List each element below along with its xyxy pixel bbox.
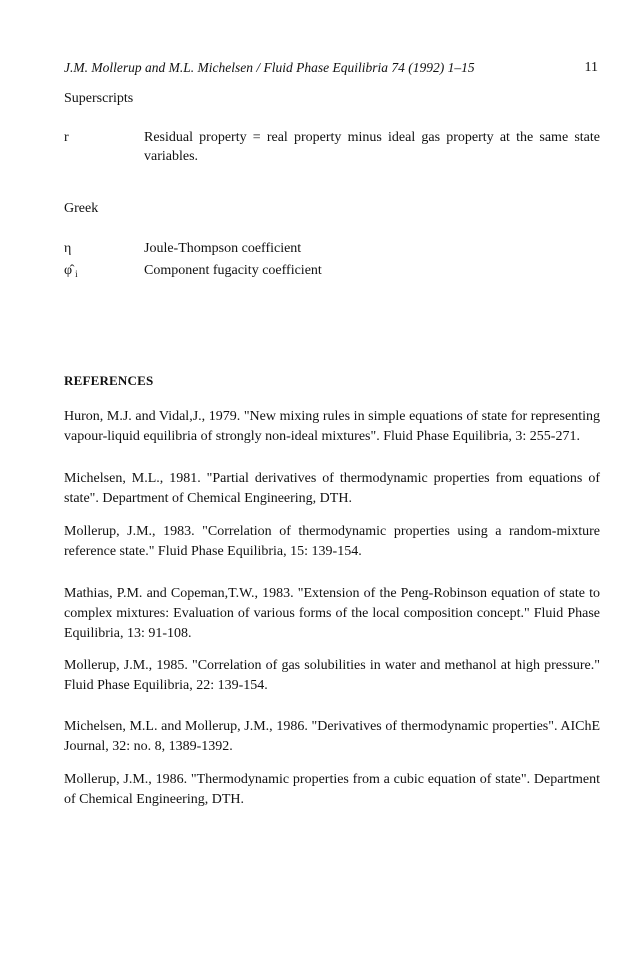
page-number: 11 bbox=[584, 60, 598, 75]
greek-heading: Greek bbox=[64, 201, 99, 216]
symbol-r: r bbox=[64, 130, 69, 145]
reference-item: Mollerup, J.M., 1983. "Correlation of thermodynamic properties using a random-mixture reference state." Fluid Phase Equilibria, 15: 139-154. bbox=[64, 524, 600, 559]
greek-eta-row bbox=[64, 239, 600, 258]
definition-joule-thompson: Joule-Thompson coefficient bbox=[144, 241, 302, 256]
symbol-phi-subscript: i bbox=[75, 269, 78, 279]
greek-phi-row bbox=[64, 261, 600, 280]
reference-item: Huron, M.J. and Vidal,J., 1979. "New mixing rules in simple equations of state for representing vapour-liquid equilibria of strongly non-ideal mixtures". Fluid Phase Equilibria, 3: 255-271. bbox=[64, 409, 600, 444]
reference-item: Michelsen, M.L., 1981. "Partial derivatives of thermodynamic properties from equations of state". Department of Chemical Engineering, DTH. bbox=[64, 471, 600, 506]
reference-item: Mathias, P.M. and Copeman,T.W., 1983. "Extension of the Peng-Robinson equation of state to complex mixtures: Evaluation of various forms of the local composition concept." Fluid Phase Equilibria, 13: 91-108. bbox=[64, 586, 600, 641]
superscripts-heading: Superscripts bbox=[64, 91, 134, 106]
symbol-phi-hat-base: φ̂ bbox=[64, 263, 73, 278]
running-head-text: J.M. Mollerup and M.L. Michelsen / Fluid Phase Equilibria 74 (1992) 1–15 bbox=[64, 60, 475, 75]
running-head bbox=[64, 60, 600, 76]
reference-item: Michelsen, M.L. and Mollerup, J.M., 1986. "Derivatives of thermodynamic properties". AIChE Journal, 32: no. 8, 1389-1392. bbox=[64, 719, 600, 754]
references-heading: REFERENCES bbox=[64, 373, 154, 388]
definition-fugacity-coefficient: Component fugacity coefficient bbox=[144, 263, 322, 278]
definition-residual-property: Residual property = real property minus ideal gas property at the same state variables. bbox=[144, 130, 600, 164]
superscript-r-row bbox=[64, 128, 600, 166]
reference-item: Mollerup, J.M., 1985. "Correlation of gas solubilities in water and methanol at high pressure." Fluid Phase Equilibria, 22: 139-154. bbox=[64, 658, 600, 693]
symbol-phi-hat bbox=[64, 261, 124, 284]
symbol-eta: η bbox=[64, 241, 72, 256]
reference-item: Mollerup, J.M., 1986. "Thermodynamic properties from a cubic equation of state". Department of Chemical Engineering, DTH. bbox=[64, 772, 600, 807]
